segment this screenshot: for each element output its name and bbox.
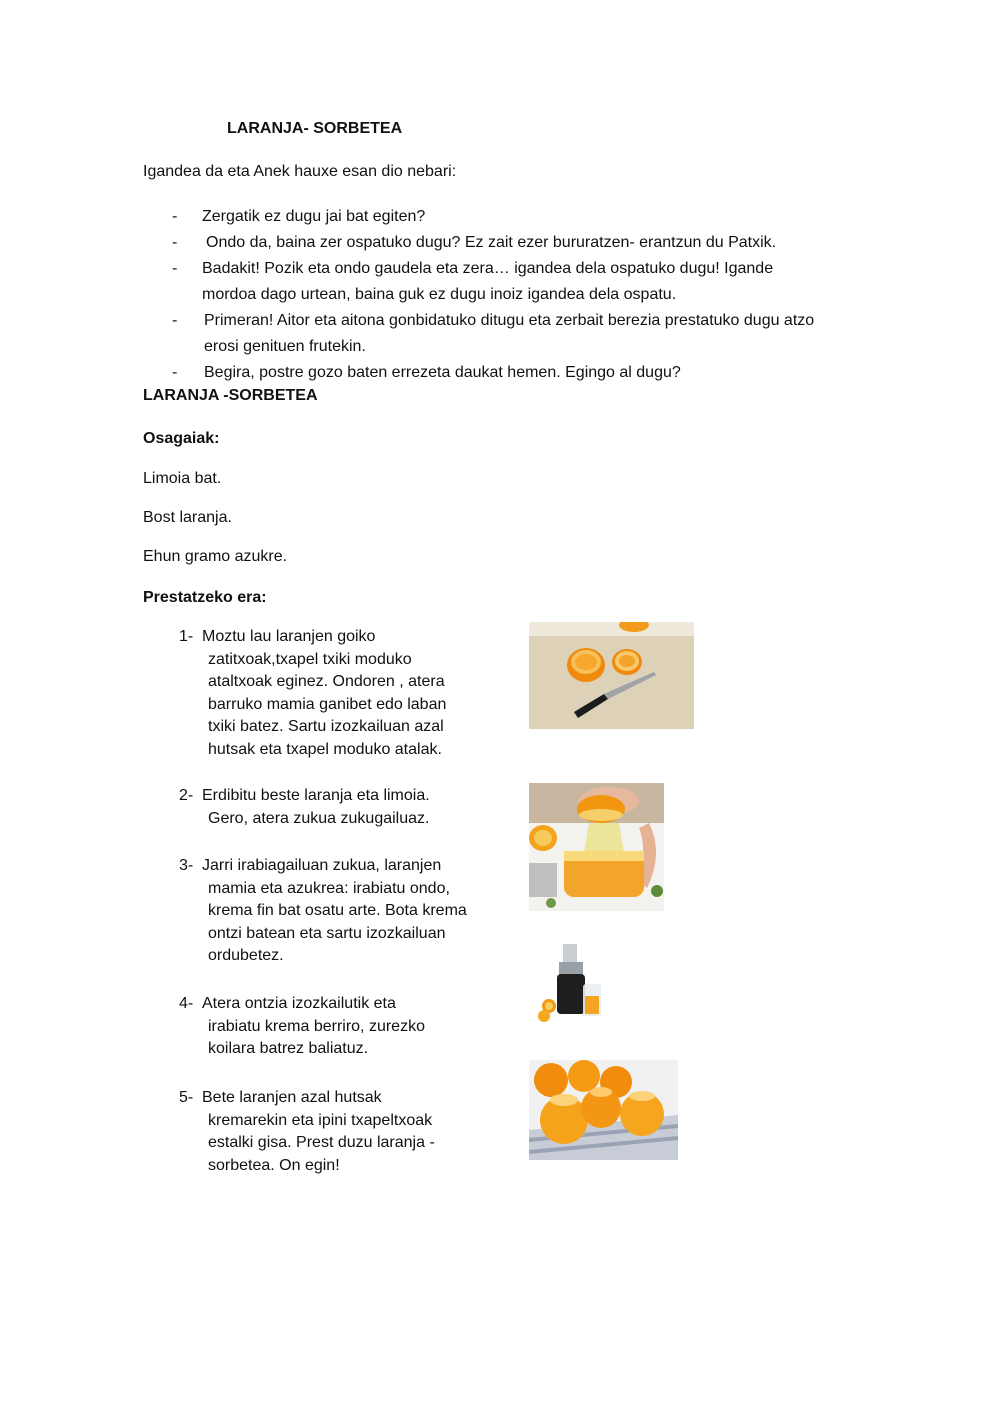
step-first-line: Jarri irabiagailuan zukua, laranjen bbox=[202, 857, 442, 874]
dialogue-text: Primeran! Aitor eta aitona gonbidatuko ditugu eta zerbait berezia prestatuko dugu atzo erosi genituen frutekin. bbox=[204, 312, 815, 355]
ingredients-heading: Osagaiak: bbox=[143, 430, 220, 447]
step-text bbox=[202, 855, 492, 968]
photo-orange-sorbets bbox=[529, 1060, 678, 1160]
intro-text: Igandea da eta Anek hauxe esan dio nebari: bbox=[143, 163, 457, 180]
dialogue-text: Ondo da, baina zer ospatuko dugu? Ez zait ezer bururatzen- erantzun du Patxik. bbox=[206, 234, 777, 251]
recipe-title: LARANJA -SORBETEA bbox=[143, 387, 318, 404]
step-first-line: Moztu lau laranjen goiko bbox=[202, 628, 376, 645]
step-first-line: Atera ontzia izozkailutik eta bbox=[202, 995, 396, 1012]
photo-cut-oranges-knife bbox=[529, 622, 694, 729]
dialogue-dash: - bbox=[172, 208, 178, 225]
dialogue-text: Begira, postre gozo baten errezeta daukat hemen. Egingo al dugu? bbox=[204, 364, 681, 381]
dialogue-text: Badakit! Pozik eta ondo gaudela eta zera… igandea dela ospatuko dugu! Igande mordoa dago urtean, baina guk ez dugu inoiz igandea dela ospatu. bbox=[202, 260, 774, 303]
dialogue-text: Zergatik ez dugu jai bat egiten? bbox=[202, 208, 426, 225]
step-number: 3- bbox=[179, 857, 194, 874]
step-text bbox=[202, 1087, 492, 1177]
dialogue-item bbox=[172, 308, 852, 360]
dialogue-dash: - bbox=[172, 260, 178, 277]
ingredient-item: Ehun gramo azukre. bbox=[143, 548, 288, 565]
photo-juicer-machine bbox=[535, 940, 620, 1025]
dialogue-dash: - bbox=[172, 312, 178, 329]
step-number: 1- bbox=[179, 628, 194, 645]
step-rest: zatitxoak,txapel txiki moduko ataltxoak eginez. Ondoren , atera barruko mamia ganibet edo laban txiki batez. Sartu izozkailuan azal hutsak eta txapel moduko atalak. bbox=[208, 650, 447, 758]
dialogue-item bbox=[172, 360, 852, 386]
step-text bbox=[202, 626, 492, 762]
step-rest: Gero, atera zukua zukugailuaz. bbox=[208, 809, 430, 827]
step-rest: irabiatu krema berriro, zurezko koilara batrez baliatuz. bbox=[208, 1017, 425, 1058]
step-number: 4- bbox=[179, 995, 194, 1012]
dialogue-item bbox=[172, 256, 852, 308]
photo-juicer-squeeze bbox=[529, 783, 664, 911]
step-rest: mamia eta azukrea: irabiatu ondo, krema fin bat osatu arte. Bota krema ontzi batean eta sartu izozkailuan ordubetez. bbox=[208, 879, 467, 965]
step-number: 5- bbox=[179, 1089, 194, 1106]
dialogue-item bbox=[172, 204, 852, 230]
step-number: 2- bbox=[179, 787, 194, 804]
step-first-line: Erdibitu beste laranja eta limoia. bbox=[202, 787, 430, 804]
ingredient-item: Limoia bat. bbox=[143, 470, 222, 487]
dialogue-dash: - bbox=[172, 234, 178, 251]
step-text bbox=[202, 993, 492, 1061]
dialogue-dash: - bbox=[172, 364, 178, 381]
dialogue-item bbox=[172, 230, 852, 256]
page-title: LARANJA- SORBETEA bbox=[227, 120, 403, 137]
step-rest: kremarekin eta ipini txapeltxoak estalki gisa. Prest duzu laranja - sorbetea. On egin! bbox=[208, 1111, 435, 1174]
method-heading: Prestatzeko era: bbox=[143, 589, 267, 606]
ingredient-item: Bost laranja. bbox=[143, 509, 232, 526]
step-first-line: Bete laranjen azal hutsak bbox=[202, 1089, 382, 1106]
step-text bbox=[202, 785, 492, 830]
